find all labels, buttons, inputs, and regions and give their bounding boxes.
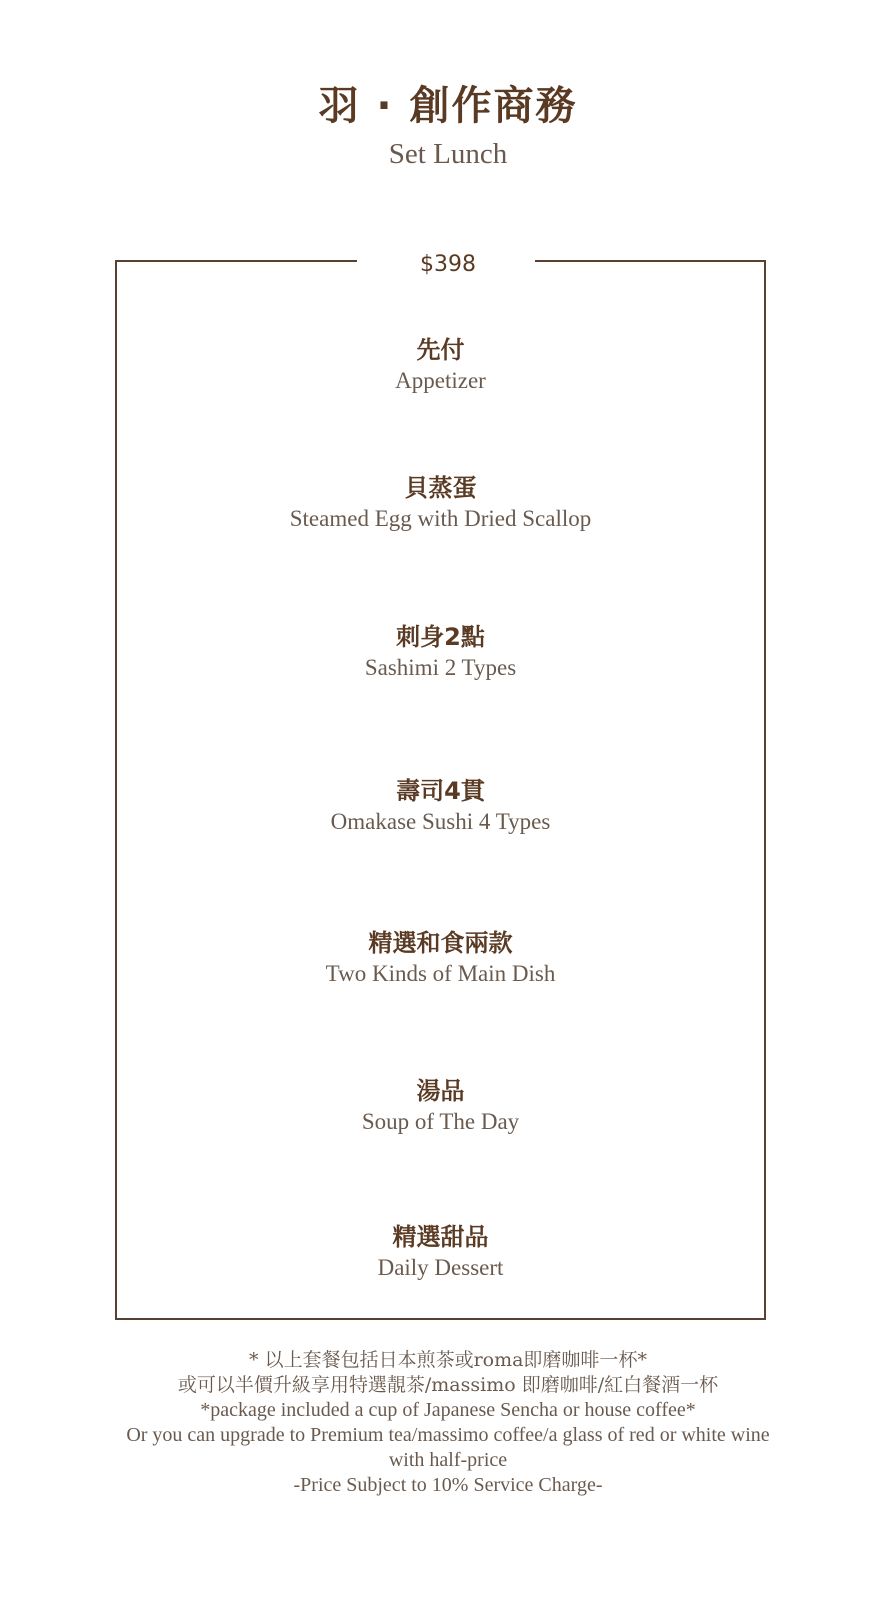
course-soup	[115, 1075, 766, 1137]
course-name-chinese: 先付	[416, 336, 465, 364]
course-name-english: Two Kinds of Main Dish	[325, 961, 556, 986]
course-sashimi	[115, 621, 766, 683]
course-steamed-egg	[115, 472, 766, 534]
menu-header	[0, 78, 896, 174]
course-main-dish	[115, 927, 766, 989]
menu-notes	[40, 1348, 856, 1498]
menu-title-english: Set Lunch	[388, 138, 508, 170]
course-name-chinese: 壽司4貫	[396, 777, 485, 805]
note-service-charge: -Price Subject to 10% Service Charge-	[293, 1474, 603, 1496]
course-name-chinese: 湯品	[416, 1077, 465, 1105]
course-name-english: Daily Dessert	[377, 1255, 504, 1280]
note-package-english: *package included a cup of Japanese Sencha or house coffee*	[200, 1399, 696, 1421]
course-dessert	[115, 1221, 766, 1283]
note-half-price: with half-price	[388, 1449, 508, 1471]
course-name-english: Steamed Egg with Dried Scallop	[289, 506, 592, 531]
course-name-chinese: 精選和食兩款	[368, 929, 513, 957]
menu-title-chinese: 羽 · 創作商務	[318, 83, 578, 129]
course-name-chinese: 貝蒸蛋	[404, 474, 477, 502]
course-name-english: Omakase Sushi 4 Types	[330, 809, 551, 834]
course-name-chinese: 刺身2點	[396, 623, 485, 651]
set-price: $398	[420, 252, 476, 277]
note-upgrade-english: Or you can upgrade to Premium tea/massimo coffee/a glass of red or white wine	[126, 1424, 770, 1446]
note-package-chinese: * 以上套餐包括日本煎茶或roma即磨咖啡一杯*	[249, 1349, 647, 1371]
course-sushi	[115, 775, 766, 837]
note-upgrade-chinese: 或可以半價升級享用特選靚茶/massimo 即磨咖啡/紅白餐酒一杯	[177, 1374, 719, 1396]
course-name-english: Appetizer	[395, 368, 486, 393]
course-name-english: Soup of The Day	[361, 1109, 520, 1134]
course-appetizer	[115, 334, 766, 396]
course-name-chinese: 精選甜品	[392, 1223, 489, 1251]
course-name-english: Sashimi 2 Types	[364, 655, 517, 680]
